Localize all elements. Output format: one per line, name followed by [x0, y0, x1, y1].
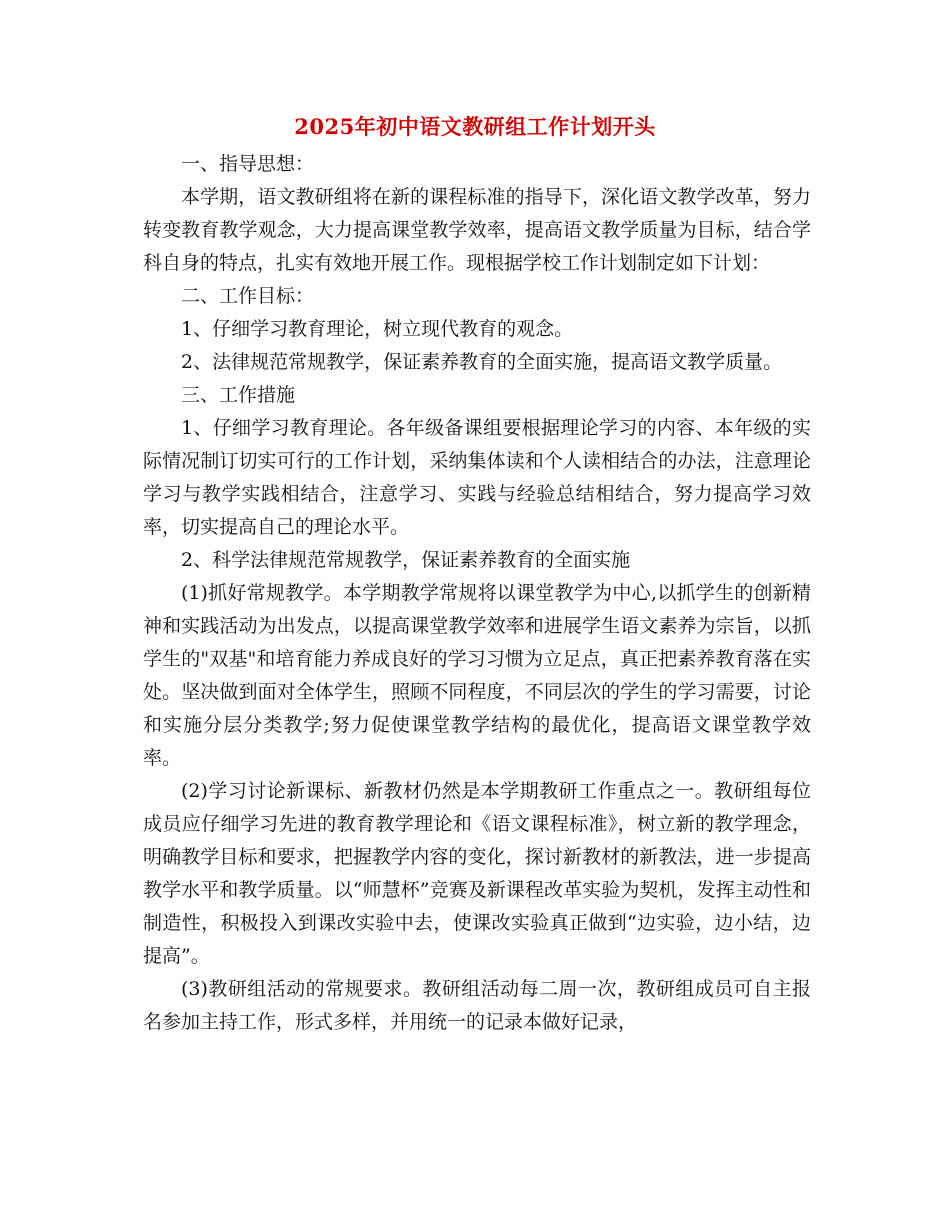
- paragraph-heading-guiding-thought: 一、指导思想：: [181, 153, 315, 175]
- paragraph: 1、仔细学习教育理论，树立现代教育的观念。: [181, 318, 574, 340]
- paragraph-heading-work-goals: 二、工作目标：: [181, 285, 315, 307]
- document-body: [143, 148, 811, 1039]
- paragraph: (3)教研组活动的常规要求。教研组活动每二周一次，教研组成员可自主报名参加主持工作，形式多样，并用统一的记录本做好记录，: [143, 978, 811, 1033]
- paragraph: 2、法律规范常规教学，保证素养教育的全面实施，提高语文教学质量。: [181, 351, 783, 373]
- paragraph: (2)学习讨论新课标、新教材仍然是本学期教研工作重点之一。教研组每位成员应仔细学习先进的教育教学理论和《语文课程标准》，树立新的教学理念，明确教学目标和要求，把握教学内容的变化，探讨新教材的新教法，进一步提高教学水平和教学质量。以“师慧杯”竞赛及新课程改革实验为契机，发挥主动性和制造性，积极投入到课改实验中去，使课改实验真正做到“边实验，边小结，边提高”。: [143, 780, 811, 967]
- paragraph: 1、仔细学习教育理论。各年级备课组要根据理论学习的内容、本年级的实际情况制订切实可行的工作计划，采纳集体读和个人读相结合的办法，注意理论学习与教学实践相结合，注意学习、实践与经验总结相结合，努力提高学习效率，切实提高自己的理论水平。: [143, 417, 811, 538]
- document-title: 2025年初中语文教研组工作计划开头: [294, 114, 656, 139]
- paragraph: (1)抓好常规教学。本学期教学常规将以课堂教学为中心,以抓学生的创新精神和实践活动为出发点，以提高课堂教学效率和进展学生语文素养为宗旨，以抓学生的"双基"和培育能力养成良好的学习习惯为立足点，真正把素养教育落在实处。坚决做到面对全体学生，照顾不同程度，不同层次的学生的学习需要，讨论和实施分层分类教学;努力促使课堂教学结构的最优化，提高语文课堂教学效率。: [143, 582, 811, 769]
- paragraph: 2、科学法律规范常规教学，保证素养教育的全面实施: [181, 549, 631, 571]
- paragraph-heading-work-measures: 三、工作措施: [181, 384, 296, 406]
- paragraph: 本学期，语文教研组将在新的课程标准的指导下，深化语文教学改革，努力转变教育教学观念，大力提高课堂教学效率，提高语文教学质量为目标，结合学科自身的特点，扎实有效地开展工作。现根据学校工作计划制定如下计划：: [143, 186, 811, 274]
